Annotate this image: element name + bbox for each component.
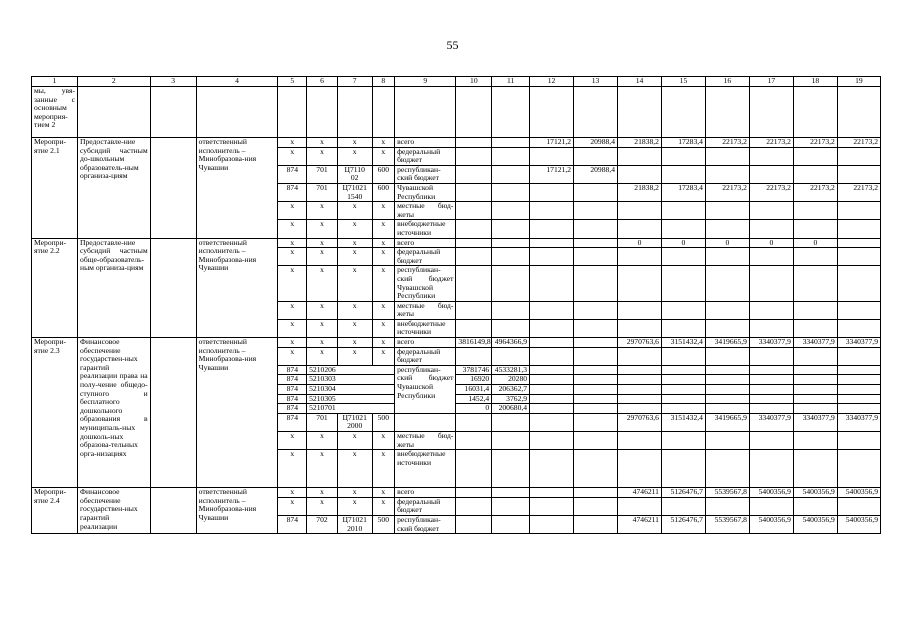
- funding-source: республикан-ский бюджет Чувашской Республики: [395, 365, 456, 413]
- code-cell: x: [307, 338, 338, 348]
- table-row: [32, 488, 881, 498]
- code-cell: x: [307, 220, 338, 238]
- funding-source: федеральный бюджет: [395, 248, 456, 266]
- value-cell: 206362,7: [492, 385, 530, 395]
- table-row: [32, 338, 881, 348]
- code-cell: Ц71021 2000: [337, 413, 372, 431]
- code-cell: 5210305: [307, 394, 395, 404]
- code-cell: x: [372, 266, 395, 301]
- value-cell: 20988,4: [574, 138, 618, 148]
- funding-source: федеральный бюджет: [395, 347, 456, 365]
- code-cell: 874: [278, 413, 307, 431]
- code-cell: x: [372, 338, 395, 348]
- funding-source: республикан-ский бюджет: [395, 515, 456, 533]
- code-cell: x: [307, 488, 338, 498]
- responsible-executor: ответственный исполнитель – Минобразова-ния Чувашии: [196, 338, 278, 488]
- measure-name: Меропри-ятие 2.1: [32, 138, 78, 239]
- code-cell: x: [337, 347, 372, 365]
- code-cell: x: [278, 301, 307, 319]
- budget-table: [31, 76, 881, 534]
- page-number: 55: [446, 38, 459, 52]
- code-cell: x: [307, 138, 338, 148]
- value-cell: 22173,2: [749, 183, 793, 201]
- header-cell: 17: [749, 77, 793, 87]
- code-cell: x: [337, 248, 372, 266]
- funding-source: местные бюд-жеты: [395, 301, 456, 319]
- responsible-executor: ответственный исполнитель – Минобразова-ния Чувашии: [196, 138, 278, 239]
- value-cell: 3340377,9: [793, 338, 837, 348]
- measure-description: Финансовое обеспечение государствен-ных гарантий реализации права на полу-чение общедо-ступного и бесплатного дошкольного образования в муниципаль-ных дошколь-ных образова-тельных орга-низациях: [78, 338, 151, 488]
- header-cell: 4: [196, 77, 278, 87]
- funding-source: всего: [395, 238, 456, 248]
- code-cell: 874: [278, 394, 307, 404]
- value-cell: 2970763,6: [618, 338, 662, 348]
- value-cell: 2970763,6: [618, 413, 662, 431]
- code-cell: 701: [307, 165, 338, 183]
- responsible-executor: ответственный исполнитель – Минобразова-ния Чувашии: [196, 488, 278, 534]
- funding-source: местные бюд-жеты: [395, 432, 456, 450]
- continuation-note: мы, увя-занные с основным мероприя-тием 2: [32, 87, 78, 138]
- code-cell: x: [372, 202, 395, 220]
- code-cell: x: [278, 488, 307, 498]
- value-cell: 0: [456, 404, 492, 414]
- header-cell: 12: [530, 77, 574, 87]
- code-cell: x: [278, 202, 307, 220]
- value-cell: 20988,4: [574, 165, 618, 183]
- code-cell: x: [278, 266, 307, 301]
- value-cell: [456, 138, 492, 148]
- value-cell: 5400356,9: [793, 515, 837, 533]
- value-cell: 3340377,9: [793, 413, 837, 431]
- code-cell: 701: [307, 413, 338, 431]
- value-cell: 0: [705, 238, 749, 248]
- code-cell: x: [337, 147, 372, 165]
- value-cell: 3340377,9: [749, 338, 793, 348]
- header-cell: 19: [837, 77, 880, 87]
- value-cell: 3781746: [456, 365, 492, 375]
- measure-description: Предоставле-ние субсидий частным до-школьным образователь-ным организа-циям: [78, 138, 151, 239]
- code-cell: x: [278, 238, 307, 248]
- code-cell: x: [337, 432, 372, 450]
- value-cell: 17121,2: [530, 165, 574, 183]
- value-cell: 3340377,9: [837, 338, 880, 348]
- code-cell: x: [278, 347, 307, 365]
- code-cell: 874: [278, 385, 307, 395]
- code-cell: Ц71021 2010: [337, 515, 372, 533]
- code-cell: 874: [278, 515, 307, 533]
- code-cell: x: [278, 497, 307, 515]
- code-cell: 874: [278, 375, 307, 385]
- value-cell: 5539567,8: [705, 515, 749, 533]
- measure-description: Финансовое обеспечение государствен-ных гарантий реализации: [78, 488, 151, 534]
- code-cell: x: [372, 450, 395, 488]
- value-cell: 200680,4: [492, 404, 530, 414]
- code-cell: x: [337, 238, 372, 248]
- value-cell: 3419665,9: [705, 338, 749, 348]
- code-cell: x: [337, 301, 372, 319]
- code-cell: x: [337, 497, 372, 515]
- code-cell: x: [307, 450, 338, 488]
- code-cell: x: [278, 248, 307, 266]
- code-cell: 702: [307, 515, 338, 533]
- value-cell: 1452,4: [456, 394, 492, 404]
- header-cell: 3: [150, 77, 196, 87]
- value-cell: 5126476,7: [661, 488, 705, 498]
- code-cell: x: [337, 319, 372, 337]
- funding-source: всего: [395, 338, 456, 348]
- value-cell: 22173,2: [793, 138, 837, 148]
- code-cell: x: [307, 319, 338, 337]
- code-cell: 874: [278, 365, 307, 375]
- value-cell: 4533281,3: [492, 365, 530, 375]
- header-cell: 1: [32, 77, 78, 87]
- code-cell: x: [307, 147, 338, 165]
- value-cell: 0: [793, 238, 837, 248]
- header-cell: 2: [78, 77, 151, 87]
- measure-name: Меропри-ятие 2.3: [32, 338, 78, 488]
- code-cell: Ц71021 1540: [337, 183, 372, 201]
- code-cell: 5210701: [307, 404, 395, 414]
- code-cell: 600: [372, 165, 395, 183]
- value-cell: 5400356,9: [837, 515, 880, 533]
- code-cell: x: [337, 450, 372, 488]
- value-cell: 0: [749, 238, 793, 248]
- code-cell: x: [372, 432, 395, 450]
- code-cell: x: [372, 301, 395, 319]
- code-cell: x: [278, 319, 307, 337]
- value-cell: 16920: [456, 375, 492, 385]
- code-cell: 701: [307, 183, 338, 201]
- header-cell: 10: [456, 77, 492, 87]
- code-cell: x: [337, 338, 372, 348]
- value-cell: 3419665,9: [705, 413, 749, 431]
- code-cell: x: [278, 147, 307, 165]
- value-cell: 17283,4: [661, 183, 705, 201]
- value-cell: 22173,2: [837, 138, 880, 148]
- value-cell: 3340377,9: [837, 413, 880, 431]
- code-cell: x: [372, 220, 395, 238]
- header-cell: 16: [705, 77, 749, 87]
- funding-source: республикан-ский бюджет Чувашской Республики: [395, 266, 456, 301]
- value-cell: 3762,9: [492, 394, 530, 404]
- funding-source: внебюджетные источники: [395, 450, 456, 488]
- code-cell: x: [337, 138, 372, 148]
- value-cell: 5400356,9: [749, 488, 793, 498]
- responsible-executor: ответственный исполнитель – Минобразова-ния Чувашии: [196, 238, 278, 338]
- code-cell: 500: [372, 515, 395, 533]
- code-cell: x: [307, 432, 338, 450]
- code-cell: x: [372, 138, 395, 148]
- value-cell: [492, 138, 530, 148]
- value-cell: 22173,2: [705, 183, 749, 201]
- header-cell: 18: [793, 77, 837, 87]
- code-cell: x: [278, 450, 307, 488]
- funding-source: местные бюд-жеты: [395, 202, 456, 220]
- code-cell: x: [372, 147, 395, 165]
- value-cell: 5126476,7: [661, 515, 705, 533]
- code-cell: x: [278, 432, 307, 450]
- value-cell: 4746211: [618, 515, 662, 533]
- code-cell: 600: [372, 183, 395, 201]
- header-cell: 7: [337, 77, 372, 87]
- value-cell: 3151432,4: [661, 413, 705, 431]
- value-cell: 4964366,9: [492, 338, 530, 348]
- code-cell: 874: [278, 183, 307, 201]
- funding-source: всего: [395, 488, 456, 498]
- measure-description: Предоставле-ние субсидий частным обще-образователь-ным организа-циям: [78, 238, 151, 338]
- header-cell: 9: [395, 77, 456, 87]
- code-cell: x: [278, 138, 307, 148]
- code-cell: x: [278, 338, 307, 348]
- header-cell: 5: [278, 77, 307, 87]
- measure-name: Меропри-ятие 2.2: [32, 238, 78, 338]
- code-cell: x: [337, 220, 372, 238]
- value-cell: 3151432,4: [661, 338, 705, 348]
- funding-source: внебюджетные источники: [395, 220, 456, 238]
- funding-source: федеральный бюджет: [395, 497, 456, 515]
- value-cell: 5539567,8: [705, 488, 749, 498]
- code-cell: 5210303: [307, 375, 395, 385]
- funding-source: республикан-ский бюджет: [395, 165, 456, 183]
- header-cell: 13: [574, 77, 618, 87]
- code-cell: x: [307, 301, 338, 319]
- code-cell: x: [372, 488, 395, 498]
- header-row: [32, 77, 881, 87]
- value-cell: 21838,2: [618, 138, 662, 148]
- funding-source: федеральный бюджет: [395, 147, 456, 165]
- header-cell: 14: [618, 77, 662, 87]
- value-cell: 22173,2: [705, 138, 749, 148]
- code-cell: x: [307, 238, 338, 248]
- value-cell: 0: [661, 238, 705, 248]
- code-cell: x: [372, 347, 395, 365]
- value-cell: 22173,2: [749, 138, 793, 148]
- code-cell: x: [307, 497, 338, 515]
- funding-source: внебюджетные источники: [395, 319, 456, 337]
- code-cell: x: [307, 248, 338, 266]
- measure-name: Меропри-ятие 2.4: [32, 488, 78, 534]
- table-row: [32, 138, 881, 148]
- value-cell: 5400356,9: [793, 488, 837, 498]
- value-cell: 0: [618, 238, 662, 248]
- code-cell: x: [372, 319, 395, 337]
- code-cell: 874: [278, 404, 307, 414]
- value-cell: 4746211: [618, 488, 662, 498]
- funding-source: всего: [395, 138, 456, 148]
- value-cell: 3816149,8: [456, 338, 492, 348]
- header-cell: 6: [307, 77, 338, 87]
- code-cell: x: [372, 248, 395, 266]
- value-cell: 5400356,9: [837, 488, 880, 498]
- code-cell: x: [337, 488, 372, 498]
- code-cell: x: [337, 266, 372, 301]
- code-cell: Ц7110 02: [337, 165, 372, 183]
- code-cell: 500: [372, 413, 395, 431]
- value-cell: 22173,2: [793, 183, 837, 201]
- value-cell: 17283,4: [661, 138, 705, 148]
- value-cell: 17121,2: [530, 138, 574, 148]
- table-row: [32, 238, 881, 248]
- value-cell: 16031,4: [456, 385, 492, 395]
- header-cell: 8: [372, 77, 395, 87]
- code-cell: 5210206: [307, 365, 395, 375]
- value-cell: 20280: [492, 375, 530, 385]
- continuation-row: [32, 87, 881, 138]
- code-cell: x: [372, 238, 395, 248]
- code-cell: x: [372, 497, 395, 515]
- code-cell: x: [337, 202, 372, 220]
- code-cell: x: [307, 266, 338, 301]
- value-cell: 22173,2: [837, 183, 880, 201]
- code-cell: 874: [278, 165, 307, 183]
- header-cell: 15: [661, 77, 705, 87]
- code-cell: x: [307, 202, 338, 220]
- header-cell: 11: [492, 77, 530, 87]
- value-cell: 3340377,9: [749, 413, 793, 431]
- value-cell: 5400356,9: [749, 515, 793, 533]
- code-cell: x: [278, 220, 307, 238]
- code-cell: x: [307, 347, 338, 365]
- value-cell: 21838,2: [618, 183, 662, 201]
- funding-source: Чувашской Республики: [395, 183, 456, 201]
- code-cell: 5210304: [307, 385, 395, 395]
